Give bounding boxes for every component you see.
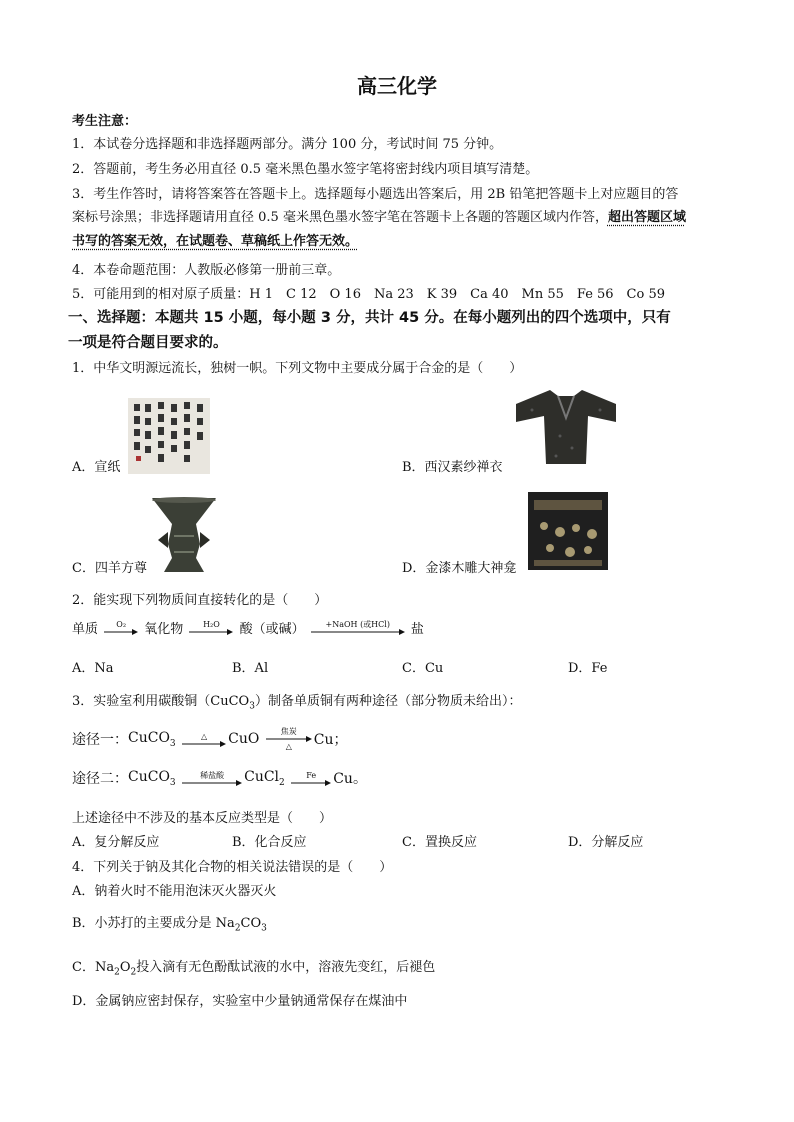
q4-option-c-sub1: 2 [114,967,120,978]
q3-option-a: A．复分解反应 [72,835,160,850]
q3-route2-sub: 3 [169,777,176,788]
q3-route1-label: 途径一： [72,732,128,748]
q3-arrow-coke-top: 焦炭 [280,727,297,736]
q2-chain-salt: 盐 [410,622,424,637]
q3-arrow-coke-bottom: △ [285,742,292,751]
q1-stem: 1．中华文明源远流长，独树一帜。下列文物中主要成分属于合金的是（ ） [72,361,523,376]
q3-arrow-fe-label: Fe [306,770,317,780]
section1-line2: 一项是符合题目要求的。 [68,335,228,351]
q2-arrow-h2o-label: H₂O [203,620,220,629]
q3-route1-cuco: CuCO [128,729,170,746]
q3-route2-cucl: CuCl [244,768,280,785]
q3-arrow-heat-label: △ [201,731,208,741]
q2-arrow-naoh-label: +NaOH (或HCl) [325,620,390,629]
q2-chain-oxide: 氧化物 [144,622,184,637]
notice-item-5: 5．可能用到的相对原子质量：H 1 C 12 O 16 Na 23 K 39 Ca 40 Mn 55 Fe 56 Co 59 [72,287,666,302]
notice-emphasis-2: 书写的答案无效，在试题卷、草稿纸上作答无效。 [72,234,359,249]
q2-option-c: C．Cu [402,661,444,676]
q2-arrow-o2-label: O₂ [116,620,127,629]
q3-route-1 [72,727,348,753]
q1-option-b: B．西汉素纱禅衣 [402,460,503,475]
q3-route2-cucl2 [244,768,285,788]
q4-option-b-sub1: 2 [234,923,241,934]
q2-option-d: D．Fe [568,661,608,676]
q3-stem-part1: 3．实验室利用碳酸铜（CuCO [72,694,250,709]
notice-item-1: 1．本试卷分选择题和非选择题两部分。满分 100 分，考试时间 75 分钟。 [72,137,503,152]
notice-item-3: 3．考生作答时，请将答案答在答题卡上。选择题每小题选出答案后，用 2B 铅笔把答题卡上对应题目的答 [72,187,679,202]
q4-option-b-co: CO [240,916,262,931]
q3-arrow-heat [182,732,226,747]
q1-option-a: A．宣纸 [72,460,121,475]
q4-option-a: A．钠着火时不能用泡沫灭火器灭火 [72,884,277,899]
q4-option-c-text: 投入滴有无色酚酞试液的水中，溶液先变红，后褪色 [136,960,436,975]
q2-stem: 2．能实现下列物质间直接转化的是（ ） [72,593,328,608]
q4-option-c-sub2: 2 [130,967,137,978]
notice-heading: 考生注意： [72,114,138,129]
q3-stem-sub: 3 [249,701,255,712]
notice-item-2: 2．答题前，考生务必用直径 0.5 毫米黑色墨水签字笔将密封线内项目填写清楚。 [72,162,539,177]
q3-route2-sub2: 2 [279,777,285,788]
bronze-zun-image [148,496,220,574]
q2-arrow-naoh [311,620,405,635]
q3-arrow-hcl-label: 稀盐酸 [200,770,225,780]
q2-option-a: A．Na [72,661,114,676]
q3-route1-cuco3 [128,729,176,749]
q3-route2-cuco: CuCO [128,768,170,785]
shrine-image [528,492,608,570]
notice-item-3-cont [72,206,686,225]
q1-option-c: C．四羊方尊 [72,561,147,576]
q3-question: 上述途径中不涉及的基本反应类型是（ ） [72,811,333,826]
q2-arrow-o2 [104,620,138,635]
q3-option-b: B．化合反应 [232,835,307,850]
q4-option-c-na: Na [94,960,115,975]
notice-item-4: 4．本卷命题范围：人教版必修第一册前三章。 [72,263,341,278]
q2-conversion-chain [72,618,424,644]
q4-option-b [72,912,267,934]
q3-route2-cu: Cu。 [333,771,367,787]
q3-route1-sub: 3 [169,738,176,749]
q3-route1-cuo: CuO [228,731,260,747]
q3-arrow-fe [291,771,331,786]
q3-arrow-coke [266,727,312,751]
notice-emphasis-1: 超出答题区域 [607,210,686,225]
notice-item-3-text: 案标号涂黑；非选择题请用直径 0.5 毫米黑色墨水签字笔在答题卡上各题的答题区域内作答， [72,210,608,225]
q3-stem [72,690,521,712]
q1-option-d: D．金漆木雕大神龛 [402,561,517,576]
q2-arrow-h2o [189,620,233,635]
q2-chain-acid-base: 酸（或碱） [239,622,305,637]
silk-robe-image [512,386,620,468]
q4-option-c [72,956,435,978]
q4-option-d: D．金属钠应密封保存，实验室中少量钠通常保存在煤油中 [72,994,408,1009]
q4-stem: 4．下列关于钠及其化合物的相关说法错误的是（ ） [72,860,393,875]
q3-route-2 [72,768,367,794]
q3-route2-cuco3 [128,768,176,788]
section1-line1: 一、选择题：本题共 15 小题，每小题 3 分，共计 45 分。在每小题列出的四个选项中，只有 [68,310,671,326]
q3-option-d: D．分解反应 [568,835,644,850]
page-title: 高三化学 [357,74,437,98]
q3-route2-label: 途径二： [72,771,128,787]
q2-chain-element: 单质 [72,622,99,637]
q4-option-c-o: O [119,960,131,975]
q3-route1-cu: Cu； [313,732,348,748]
q4-option-b-text: B．小苏打的主要成分是 Na [72,916,235,931]
q3-arrow-hcl [182,771,242,786]
q4-option-c-prefix: C． [72,960,95,975]
calligraphy-image [128,398,210,474]
q3-stem-part2: ）制备单质铜有两种途径（部分物质未给出）： [254,694,522,709]
q3-option-c: C．置换反应 [402,835,477,850]
q2-option-b: B．Al [232,661,269,676]
q4-option-b-sub2: 3 [261,923,267,934]
